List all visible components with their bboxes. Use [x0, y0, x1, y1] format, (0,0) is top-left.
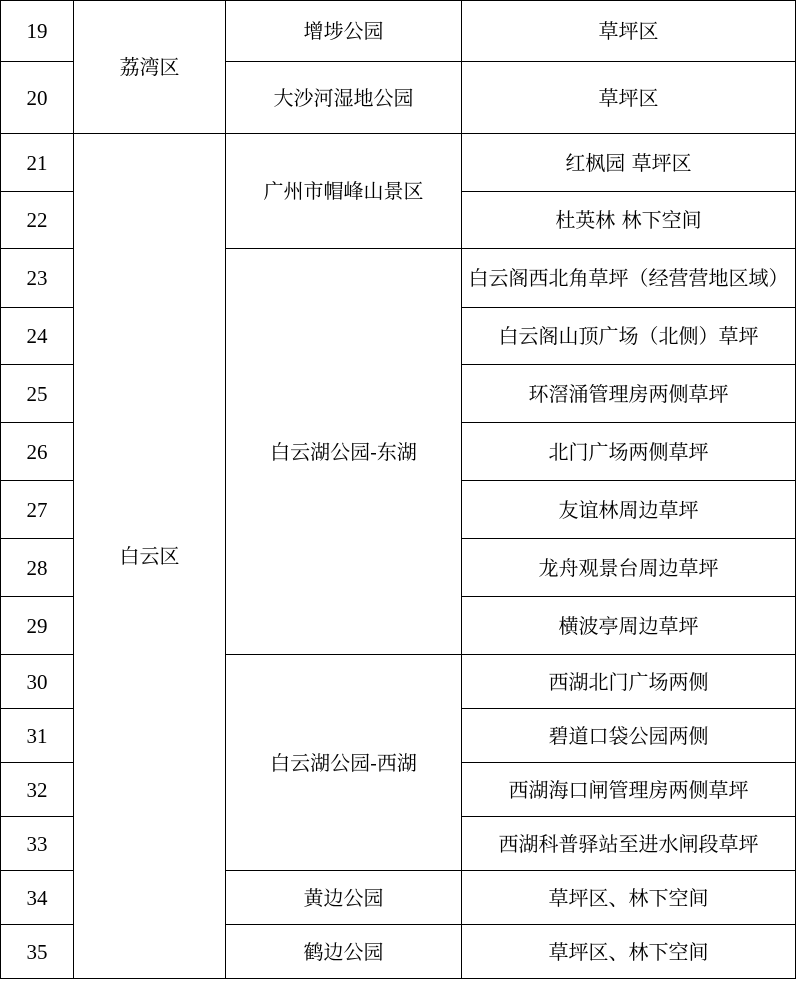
- park-name-cell: 鹤边公园: [226, 925, 462, 979]
- area-cell: 草坪区: [462, 1, 796, 62]
- row-number: 23: [1, 249, 74, 308]
- district-cell: 荔湾区: [74, 1, 226, 134]
- area-cell: 白云阁山顶广场（北侧）草坪: [462, 308, 796, 365]
- row-number: 31: [1, 709, 74, 763]
- row-number: 19: [1, 1, 74, 62]
- row-number: 24: [1, 308, 74, 365]
- row-number: 22: [1, 192, 74, 249]
- area-cell: 杜英林 林下空间: [462, 192, 796, 249]
- area-cell: 西湖科普驿站至进水闸段草坪: [462, 817, 796, 871]
- park-name-cell: 增埗公园: [226, 1, 462, 62]
- area-cell: 西湖北门广场两侧: [462, 655, 796, 709]
- area-cell: 草坪区、林下空间: [462, 871, 796, 925]
- area-cell: 环滘涌管理房两侧草坪: [462, 365, 796, 423]
- area-cell: 草坪区: [462, 62, 796, 134]
- area-cell: 友谊林周边草坪: [462, 481, 796, 539]
- row-number: 29: [1, 597, 74, 655]
- area-cell: 横波亭周边草坪: [462, 597, 796, 655]
- area-cell: 红枫园 草坪区: [462, 134, 796, 192]
- row-number: 32: [1, 763, 74, 817]
- row-number: 34: [1, 871, 74, 925]
- park-name-cell: 广州市帽峰山景区: [226, 134, 462, 249]
- park-name-cell: 白云湖公园-东湖: [226, 249, 462, 655]
- park-name-cell: 大沙河湿地公园: [226, 62, 462, 134]
- row-number: 28: [1, 539, 74, 597]
- park-name-cell: 白云湖公园-西湖: [226, 655, 462, 871]
- area-cell: 草坪区、林下空间: [462, 925, 796, 979]
- row-number: 26: [1, 423, 74, 481]
- row-number: 25: [1, 365, 74, 423]
- table-row: [1, 1, 796, 62]
- row-number: 33: [1, 817, 74, 871]
- area-cell: 碧道口袋公园两侧: [462, 709, 796, 763]
- row-number: 20: [1, 62, 74, 134]
- area-cell: 白云阁西北角草坪（经营营地区域）: [462, 249, 796, 308]
- district-cell: 白云区: [74, 134, 226, 979]
- row-number: 35: [1, 925, 74, 979]
- area-cell: 西湖海口闸管理房两侧草坪: [462, 763, 796, 817]
- area-cell: 龙舟观景台周边草坪: [462, 539, 796, 597]
- row-number: 21: [1, 134, 74, 192]
- row-number: 27: [1, 481, 74, 539]
- table-row: [1, 134, 796, 192]
- row-number: 30: [1, 655, 74, 709]
- area-cell: 北门广场两侧草坪: [462, 423, 796, 481]
- park-name-cell: 黄边公园: [226, 871, 462, 925]
